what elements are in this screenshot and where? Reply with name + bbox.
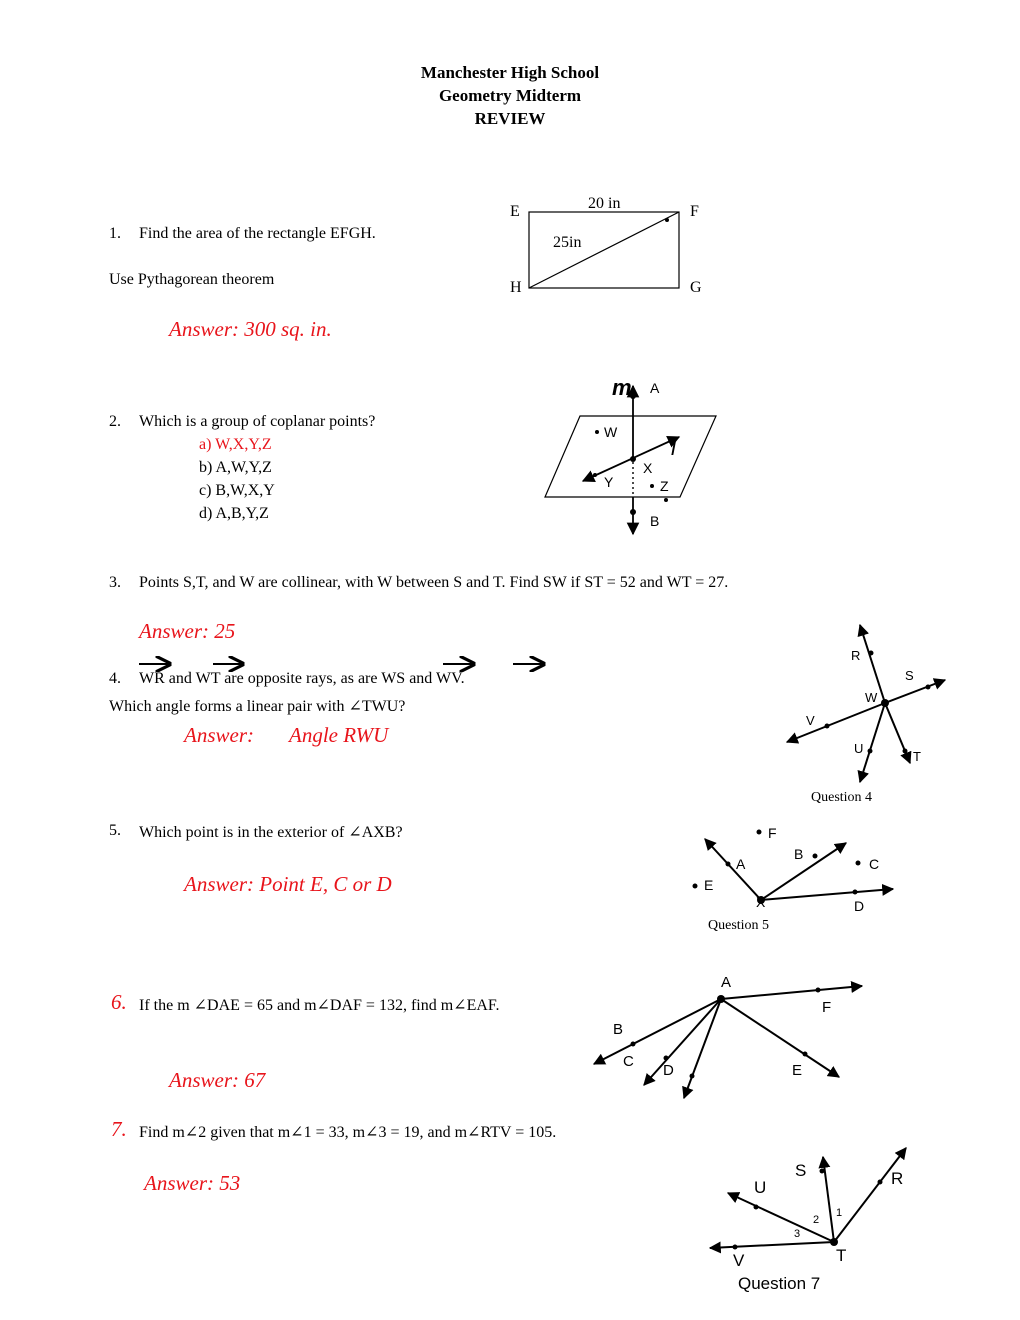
q7-label-r: R xyxy=(891,1169,904,1188)
q4-line1: WR and WT are opposite rays, as are WS and WV. xyxy=(139,670,465,687)
q6-label-a: A xyxy=(721,974,732,991)
rect-label-h: H xyxy=(510,279,522,296)
q6-label-c: C xyxy=(623,1053,634,1070)
q4-label-s: S xyxy=(905,668,914,683)
q7-label-s: S xyxy=(795,1161,807,1180)
ray-wv: WV xyxy=(436,670,461,687)
q4-label-w: W xyxy=(865,690,878,705)
q2-option-a: a) W,X,Y,Z xyxy=(199,436,272,453)
q7-angle-1: 1 xyxy=(836,1207,843,1219)
rect-label-f: F xyxy=(690,203,699,220)
point-label-w: W xyxy=(604,424,618,440)
q1-text: Find the area of the rectangle EFGH. xyxy=(139,225,376,242)
q6-label-d: D xyxy=(663,1062,674,1079)
q6-label-e: E xyxy=(792,1062,803,1079)
q6-number: 6. xyxy=(111,990,127,1014)
q4-label-t: T xyxy=(913,749,921,764)
point-label-b: B xyxy=(650,513,660,529)
document-type: REVIEW xyxy=(474,109,546,128)
q7-label-t: T xyxy=(836,1246,847,1265)
school-name: Manchester High School xyxy=(420,63,600,82)
q2-option-d: d) A,B,Y,Z xyxy=(199,505,269,522)
q7-caption: Question 7 xyxy=(738,1274,821,1293)
q5-label-x: X xyxy=(756,894,766,910)
rect-top-length: 20 in xyxy=(588,195,621,212)
q4-label-v: V xyxy=(806,713,815,728)
rect-label-e: E xyxy=(510,203,520,220)
q6-text: If the m ∠DAE = 65 and m∠DAF = 132, find m∠EAF. xyxy=(139,997,500,1014)
rect-label-g: G xyxy=(690,279,702,296)
q7-angle-3: 3 xyxy=(794,1228,801,1240)
q3-text: Points S,T, and W are collinear, with W between S and T. Find SW if ST = 52 and WT = 27. xyxy=(139,574,729,591)
q7-label-u: U xyxy=(754,1178,767,1197)
q4-answer-value: Angle RWU xyxy=(289,723,389,747)
q1-hint: Use Pythagorean theorem xyxy=(109,271,275,288)
q4-label-u: U xyxy=(854,741,864,756)
q5-label-c: C xyxy=(869,856,880,872)
q4-answer-label: Answer: xyxy=(184,723,254,747)
q7-angle-2: 2 xyxy=(813,1214,820,1226)
q2-number: 2. xyxy=(109,413,121,430)
q5-label-d: D xyxy=(854,898,865,914)
q6-label-f: F xyxy=(822,999,832,1016)
q7-answer: Answer: 53 xyxy=(144,1171,241,1195)
ray-ws: WS xyxy=(381,670,406,687)
q5-label-a: A xyxy=(736,856,746,872)
point-label-y: Y xyxy=(604,474,614,490)
line-label-m: m xyxy=(612,375,632,400)
q4-caption: Question 4 xyxy=(811,790,873,805)
q4-label-r: R xyxy=(851,648,861,663)
q3-number: 3. xyxy=(109,574,121,591)
q5-label-b: B xyxy=(794,846,804,862)
q1-answer: Answer: 300 sq. in. xyxy=(169,317,332,341)
point-label-x: X xyxy=(643,460,653,476)
q6-answer: Answer: 67 xyxy=(169,1068,266,1092)
course-title: Geometry Midterm xyxy=(438,86,582,105)
point-label-a: A xyxy=(650,380,660,396)
q5-label-e: E xyxy=(704,877,714,893)
q4-number: 4. xyxy=(109,670,121,687)
point-label-z: Z xyxy=(660,478,669,494)
q7-label-v: V xyxy=(733,1251,745,1270)
q7-text: Find m∠2 given that m∠1 = 33, m∠3 = 19, and m∠RTV = 105. xyxy=(139,1124,557,1141)
q1-number: 1. xyxy=(109,225,121,242)
q3-answer: Answer: 25 xyxy=(139,619,236,643)
q4-line2: Which angle forms a linear pair with ∠TWU? xyxy=(109,698,406,715)
rect-diagonal-length: 25in xyxy=(553,234,582,251)
q5-label-f: F xyxy=(768,825,777,841)
q5-caption: Question 5 xyxy=(708,918,770,933)
q5-number: 5. xyxy=(109,822,121,839)
q2-option-c: c) B,W,X,Y xyxy=(199,482,275,499)
q2-option-b: b) A,W,Y,Z xyxy=(199,459,272,476)
q5-text: Which point is in the exterior of ∠AXB? xyxy=(139,824,403,841)
ray-wt: WT xyxy=(195,670,221,687)
q2-text: Which is a group of coplanar points? xyxy=(139,413,376,430)
q6-label-b: B xyxy=(613,1021,624,1038)
line-label-l: l xyxy=(671,435,676,460)
q7-number: 7. xyxy=(111,1117,127,1141)
ray-wr: WR xyxy=(139,670,165,687)
q5-answer: Answer: Point E, C or D xyxy=(184,872,392,896)
